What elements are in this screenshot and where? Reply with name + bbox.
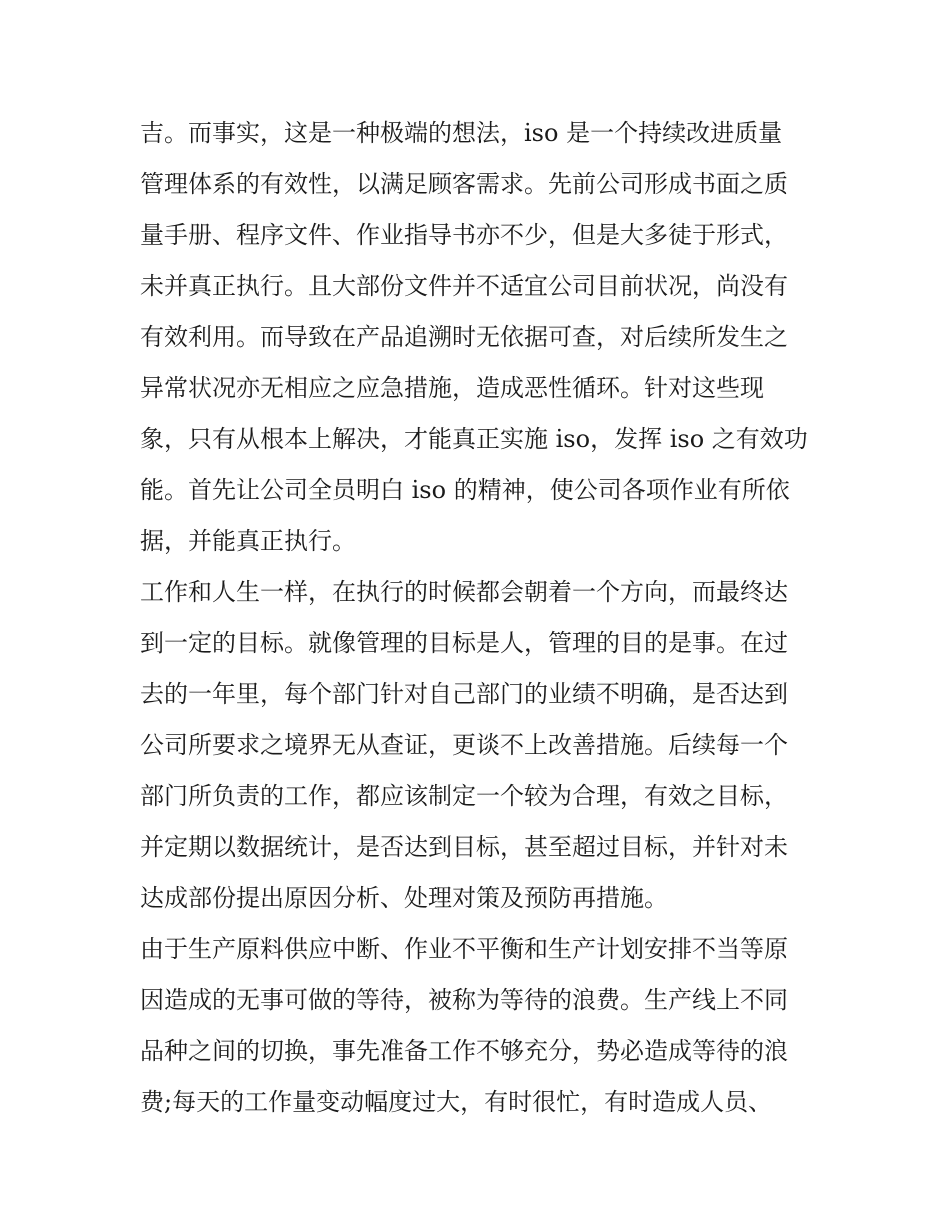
- text-line: 品种之间的切换，事先准备工作不够充分，势必造成等待的浪: [140, 1037, 788, 1065]
- text-line: 有效利用。而导致在产品追溯时无依据可查，对后续所发生之: [140, 323, 788, 351]
- text-line: 工作和人生一样，在执行的时候都会朝着一个方向，而最终达: [140, 578, 788, 606]
- body-text: [140, 108, 820, 1128]
- text-line: 部门所负责的工作，都应该制定一个较为合理，有效之目标，: [140, 782, 788, 810]
- text-line: 去的一年里，每个部门针对自己部门的业绩不明确，是否达到: [140, 680, 788, 708]
- text-line: 吉。而事实，这是一种极端的想法，iso 是一个持续改进质量: [140, 119, 783, 147]
- text-line: 因造成的无事可做的等待，被称为等待的浪费。生产线上不同: [140, 986, 788, 1014]
- text-line: 到一定的目标。就像管理的目标是人，管理的目的是事。在过: [140, 629, 788, 657]
- text-line: 并定期以数据统计，是否达到目标，甚至超过目标，并针对未: [140, 833, 788, 861]
- text-line: 管理体系的有效性，以满足顾客需求。先前公司形成书面之质: [140, 170, 788, 198]
- text-line: 能。首先让公司全员明白 iso 的精神，使公司各项作业有所依: [140, 476, 790, 504]
- text-line: 象，只有从根本上解决，才能真正实施 iso，发挥 iso 之有效功: [140, 425, 808, 453]
- text-line: 公司所要求之境界无从查证，更谈不上改善措施。后续每一个: [140, 731, 788, 759]
- text-line: 异常状况亦无相应之应急措施，造成恶性循环。针对这些现: [140, 374, 764, 402]
- text-line: 未并真正执行。且大部份文件并不适宜公司目前状况，尚没有: [140, 272, 788, 300]
- text-line: 由于生产原料供应中断、作业不平衡和生产计划安排不当等原: [140, 935, 788, 963]
- text-line: 量手册、程序文件、作业指导书亦不少，但是大多徒于形式，: [140, 221, 788, 249]
- text-line: 达成部份提出原因分析、处理对策及预防再措施。: [140, 884, 668, 912]
- text-line: 据，并能真正执行。: [140, 527, 356, 555]
- text-line: 费;每天的工作量变动幅度过大，有时很忙，有时造成人员、: [140, 1088, 773, 1116]
